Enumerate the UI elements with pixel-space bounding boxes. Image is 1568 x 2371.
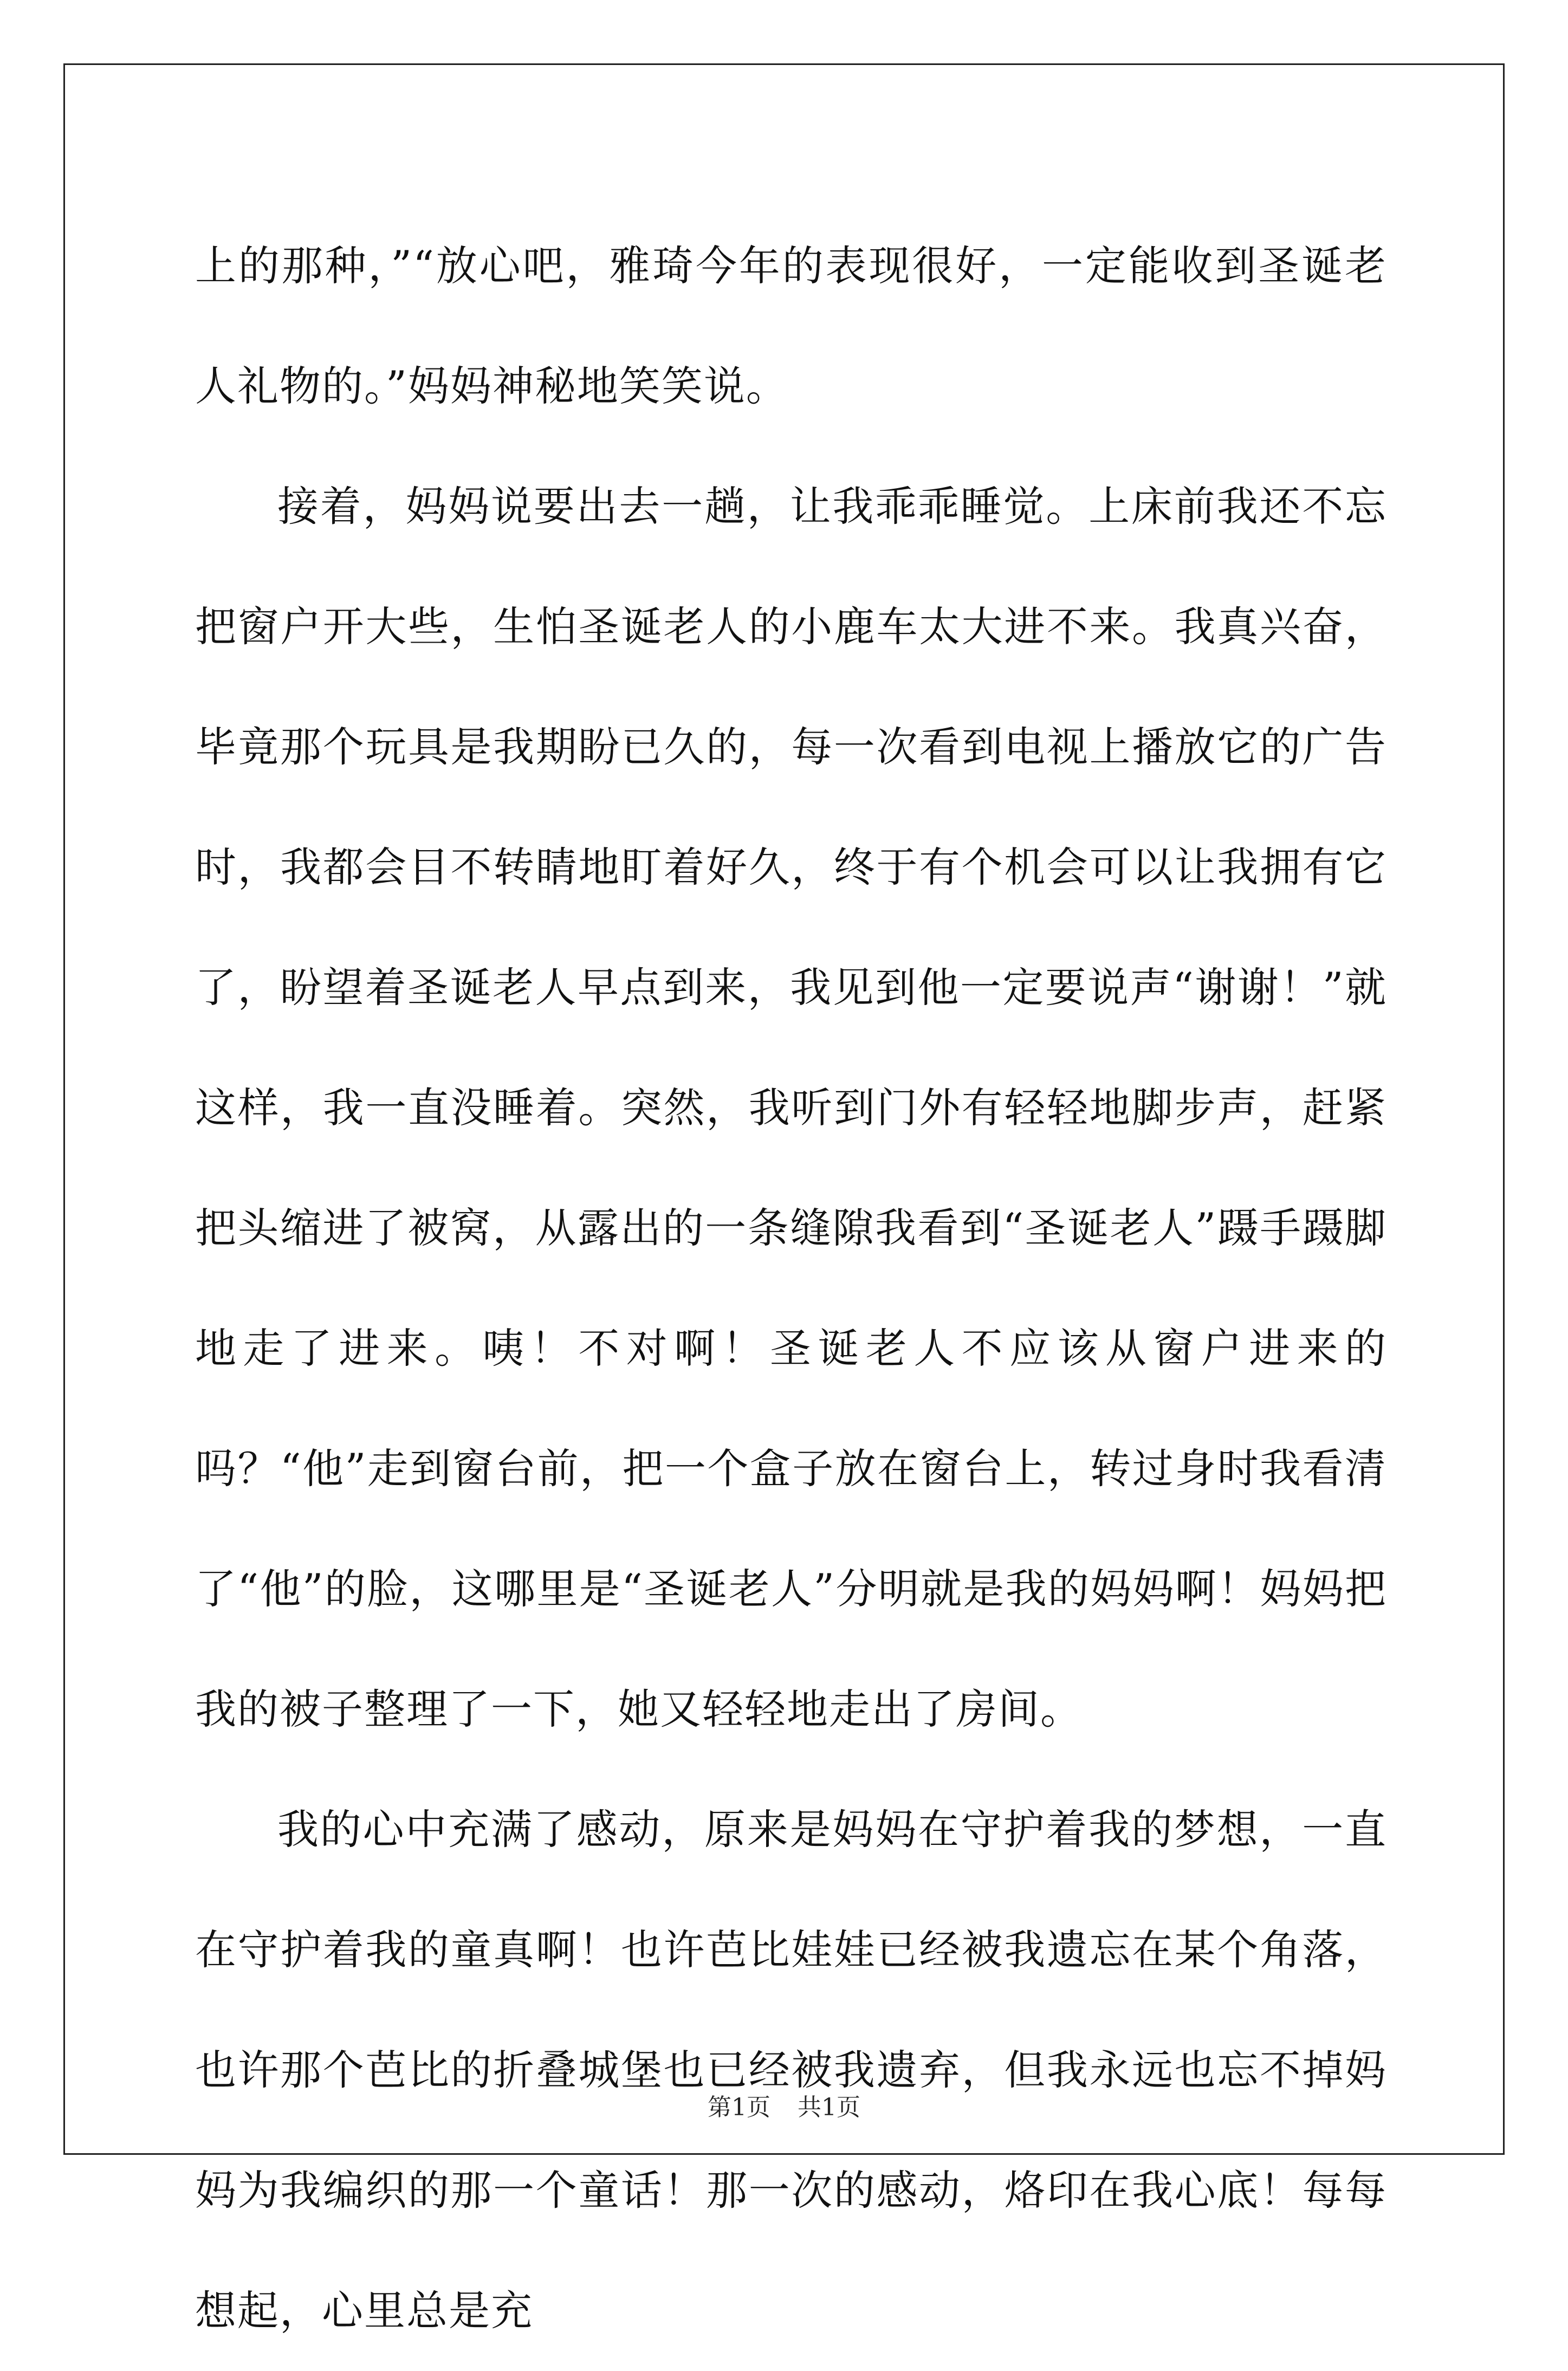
paragraph-1: 上的那种，”“放心吧，雅琦今年的表现很好，一定能收到圣诞老人礼物的。”妈妈神秘地笑笑说。 [195, 242, 1387, 410]
page-number-current: 第1页 [708, 2094, 770, 2121]
page-number-total: 共1页 [798, 2094, 860, 2121]
page-footer [0, 2091, 1568, 2124]
paragraph-2: 接着，妈妈说要出去一趟，让我乖乖睡觉。上床前我还不忘把窗户开大些，生怕圣诞老人的小鹿车太大进不来。我真兴奋，毕竟那个玩具是我期盼已久的，每一次看到电视上播放它的广告时，我都会目不转睛地盯着好久，终于有个机会可以让我拥有它了，盼望着圣诞老人早点到来，我见到他一定要说声“谢谢！”就这样，我一直没睡着。突然，我听到门外有轻轻地脚步声，赶紧把头缩进了被窝，从露出的一条缝隙我看到“圣诞老人”蹑手蹑脚地走了进来。咦！不对啊！圣诞老人不应该从窗户进来的吗？“他”走到窗台前，把一个盒子放在窗台上，转过身时我看清了“他”的脸，这哪里是“圣诞老人”分明就是我的妈妈啊！妈妈把我的被子整理了一下，她又轻轻地走出了房间。 [195, 482, 1387, 1733]
document-body [195, 206, 1387, 2371]
paragraph-3: 我的心中充满了感动，原来是妈妈在守护着我的梦想，一直在守护着我的童真啊！也许芭比娃娃已经被我遗忘在某个角落，也许那个芭比的折叠城堡也已经被我遗弃，但我永远也忘不掉妈妈为我编织的那一个童话！那一次的感动，烙印在我心底！每每想起，心里总是充 [195, 1805, 1387, 2335]
